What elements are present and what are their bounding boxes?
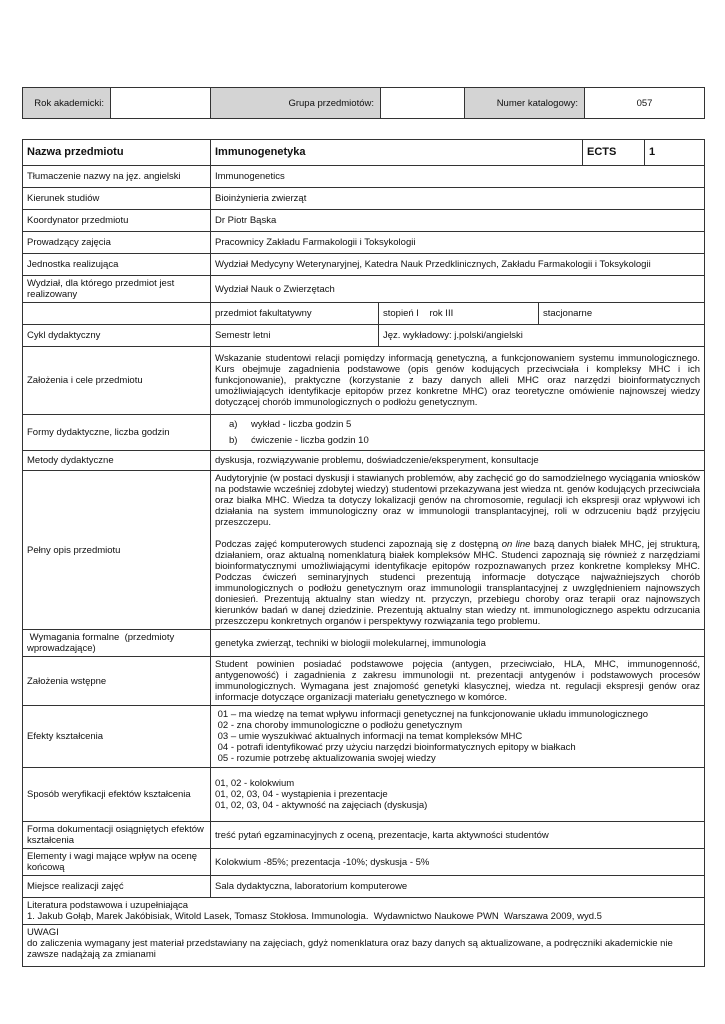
subject-group-value (381, 88, 465, 119)
outcome-item: 04 - potrafi identyfikować przy użyciu narzędzi bioinformatycznych epitopy w białkach (215, 742, 576, 753)
literature-cell (23, 898, 705, 925)
course-name-label: Nazwa przedmiotu (23, 140, 211, 166)
goals-label: Założenia i cele przedmiotu (23, 347, 211, 415)
outcomes-label: Efekty kształcenia (23, 706, 211, 768)
verification-list (211, 768, 705, 822)
literature-value: 1. Jakub Gołąb, Marek Jakóbisiak, Witold Lasek, Tomasz Stokłosa. Immunologia. Wydawnictwo Naukowe PWN Warszawa 2009, wyd.5 (27, 911, 602, 922)
forms-label: Formy dydaktyczne, liczba godzin (23, 415, 211, 451)
notes-cell (23, 925, 705, 967)
ects-label: ECTS (583, 140, 645, 166)
notes-label: UWAGI (27, 927, 59, 938)
description-label: Pełny opis przedmiotu (23, 471, 211, 630)
language-value: Jęz. wykładowy: j.polski/angielski (379, 325, 705, 347)
teachers-value: Pracownicy Zakładu Farmakologii i Toksykologii (211, 232, 705, 254)
notes-value: do zaliczenia wymagany jest materiał przedstawiany na zajęciach, gdyż nomenklatura oraz bazy danych są aktualizowane, a podręczniki akademickie nie zawsze nadążają za zmianami (27, 938, 673, 960)
status-type: przedmiot fakultatywny (211, 303, 379, 325)
cycle-value: Semestr letni (211, 325, 379, 347)
methods-label: Metody dydaktyczne (23, 451, 211, 471)
faculty-value: Wydział Nauk o Zwierzętach (211, 276, 705, 303)
verification-item: 01, 02, 03, 04 - wystąpienia i prezentacje (215, 789, 388, 800)
description-paragraph-1: Audytoryjnie (w postaci dyskusji i stawianych problemów, aby zachęcić go do samodzielnego wyciągania wniosków na podstawie wcześniej zdobytej wiedzy) studentowi przekazywana jest wiedza nt. genów kodujących przeciwciała oraz białka MHC. Wiedza ta dotyczy lokalizacji genów na chromosomie, regulacji ich ekspresji oraz wpływowi ich działania na system immunologiczny oraz w immunologii transplantacyjnej, roli w odrzuceniu bądź przyjęciu przeszczepu. (215, 473, 700, 528)
methods-value: dyskusja, rozwiązywanie problemu, doświadczenie/eksperyment, konsultacje (211, 451, 705, 471)
cycle-label: Cykl dydaktyczny (23, 325, 211, 347)
course-name-value: Immunogenetyka (211, 140, 583, 166)
documentation-value: treść pytań egzaminacyjnych z oceną, prezentacje, karta aktywności studentów (211, 822, 705, 849)
field-label: Kierunek studiów (23, 188, 211, 210)
unit-label: Jednostka realizująca (23, 254, 211, 276)
course-table (22, 139, 705, 967)
translation-value: Immunogenetics (211, 166, 705, 188)
assumptions-value: Student powinien posiadać podstawowe pojęcia (antygen, przeciwciało, HLA, MHC, immunogenność, antygenowość) i zagadnienia z zakresu immunologii nt. prezentacji antygenów i podstawowych procesów immunologicznych. Wymagana jest znajomość genetyki klasycznej, wiedza nt. regulacji ekspresji genów oraz informacje dotyczące organizacji materiału genetycznego w komórce. (211, 657, 705, 706)
header-table (22, 87, 705, 119)
verification-item: 01, 02, 03, 04 - aktywność na zajęciach (dyskusja) (215, 800, 428, 811)
coordinator-label: Koordynator przedmiotu (23, 210, 211, 232)
description-paragraph-2: Podczas zajęć komputerowych studenci zapoznają się z dostępną on line bazą danych białek MHC, jej strukturą, działaniem, oraz aktualną nomenklaturą białek kompleksów MHC. Studenci zapoznają się również z narzędziami bioinformatycznymi umożliwiającymi identyfikacje epitopów rozpoznawanych przez konkretne kompleksy MHC. Podczas ćwiczeń seminaryjnych studenci prezentują informacje dotyczące najważniejszych chorób immunologicznych o podłożu genetycznym oraz immunologii transplantacyjnej z uwzględnieniem najnowszych doniesień. Prezentują aktualny stan wiedzy nt. przyczyn, przebiegu choroby oraz terapii oraz najnowszych kierunków badań w danej dziedzinie. Prezentują aktualny stan wiedzy nt. immunologicznego aspektu odrzucania przeszczepu konkretnych organów i perspektywy rozwiązania tego problemu. (215, 539, 700, 627)
status-level: stopień I rok III (379, 303, 539, 325)
catalog-number-label: Numer katalogowy: (465, 88, 585, 119)
subject-group-label: Grupa przedmiotów: (211, 88, 381, 119)
outcome-item: 03 – umie wyszukiwać aktualnych informacji na temat kompleksów MHC (215, 731, 523, 742)
translation-label: Tłumaczenie nazwy na jęz. angielski (23, 166, 211, 188)
literature-label: Literatura podstawowa i uzupełniająca (27, 900, 189, 911)
place-value: Sala dydaktyczna, laboratorium komputerowe (211, 876, 705, 898)
outcome-item: 02 - zna choroby immunologiczne o podłożu genetycznym (215, 720, 463, 731)
faculty-label: Wydział, dla którego przedmiot jest realizowany (23, 276, 211, 303)
unit-value: Wydział Medycyny Weterynaryjnej, Katedra Nauk Przedklinicznych, Zakładu Farmakologii i Toksykologii (211, 254, 705, 276)
weights-value: Kolokwium -85%; prezentacja -10%; dyskusja - 5% (211, 849, 705, 876)
requirements-value: genetyka zwierząt, techniki w biologii molekularnej, immunologia (211, 630, 705, 657)
goals-value: Wskazanie studentowi relacji pomiędzy informacją genetyczną, a funkcjonowaniem systemu immunologicznego. Kurs obejmuje zagadnienia podstawowe (opis genów kodujących przeciwciała i kompleksy MHC i ich funkcjonowanie), praktyczne (korzystanie z bazy danych alleli MHC oraz narzędzi bioinformatycznych umożliwiających identyfikacje epitopów przez konkretne MHC) oraz teoretyczne omówienie najnowszej wiedzy dotyczącej chorób immunologicznych o podłożu genetycznym. (211, 347, 705, 415)
documentation-label: Forma dokumentacji osiągniętych efektów kształcenia (23, 822, 211, 849)
verification-label: Sposób weryfikacji efektów kształcenia (23, 768, 211, 822)
outcomes-list (211, 706, 705, 768)
status-mode: stacjonarne (539, 303, 705, 325)
form-item: a) wykład - liczba godzin 5 (229, 419, 352, 430)
field-value: Bioinżynieria zwierząt (211, 188, 705, 210)
academic-year-value (111, 88, 211, 119)
coordinator-value: Dr Piotr Bąska (211, 210, 705, 232)
assumptions-label: Założenia wstępne (23, 657, 211, 706)
status-label (23, 303, 211, 325)
outcome-item: 01 – ma wiedzę na temat wpływu informacji genetycznej na funkcjonowanie układu immunologicznego (215, 709, 649, 720)
verification-item: 01, 02 - kolokwium (215, 778, 295, 789)
description-value (211, 471, 705, 630)
requirements-label: Wymagania formalne (przedmioty wprowadzające) (23, 630, 211, 657)
teachers-label: Prowadzący zajęcia (23, 232, 211, 254)
academic-year-label: Rok akademicki: (23, 88, 111, 119)
weights-label: Elementy i wagi mające wpływ na ocenę końcową (23, 849, 211, 876)
outcome-item: 05 - rozumie potrzebę aktualizowania swojej wiedzy (215, 753, 436, 764)
forms-list (211, 415, 705, 451)
form-item: b) ćwiczenie - liczba godzin 10 (229, 435, 369, 446)
ects-value: 1 (645, 140, 705, 166)
catalog-number-value: 057 (585, 88, 705, 119)
place-label: Miejsce realizacji zajęć (23, 876, 211, 898)
